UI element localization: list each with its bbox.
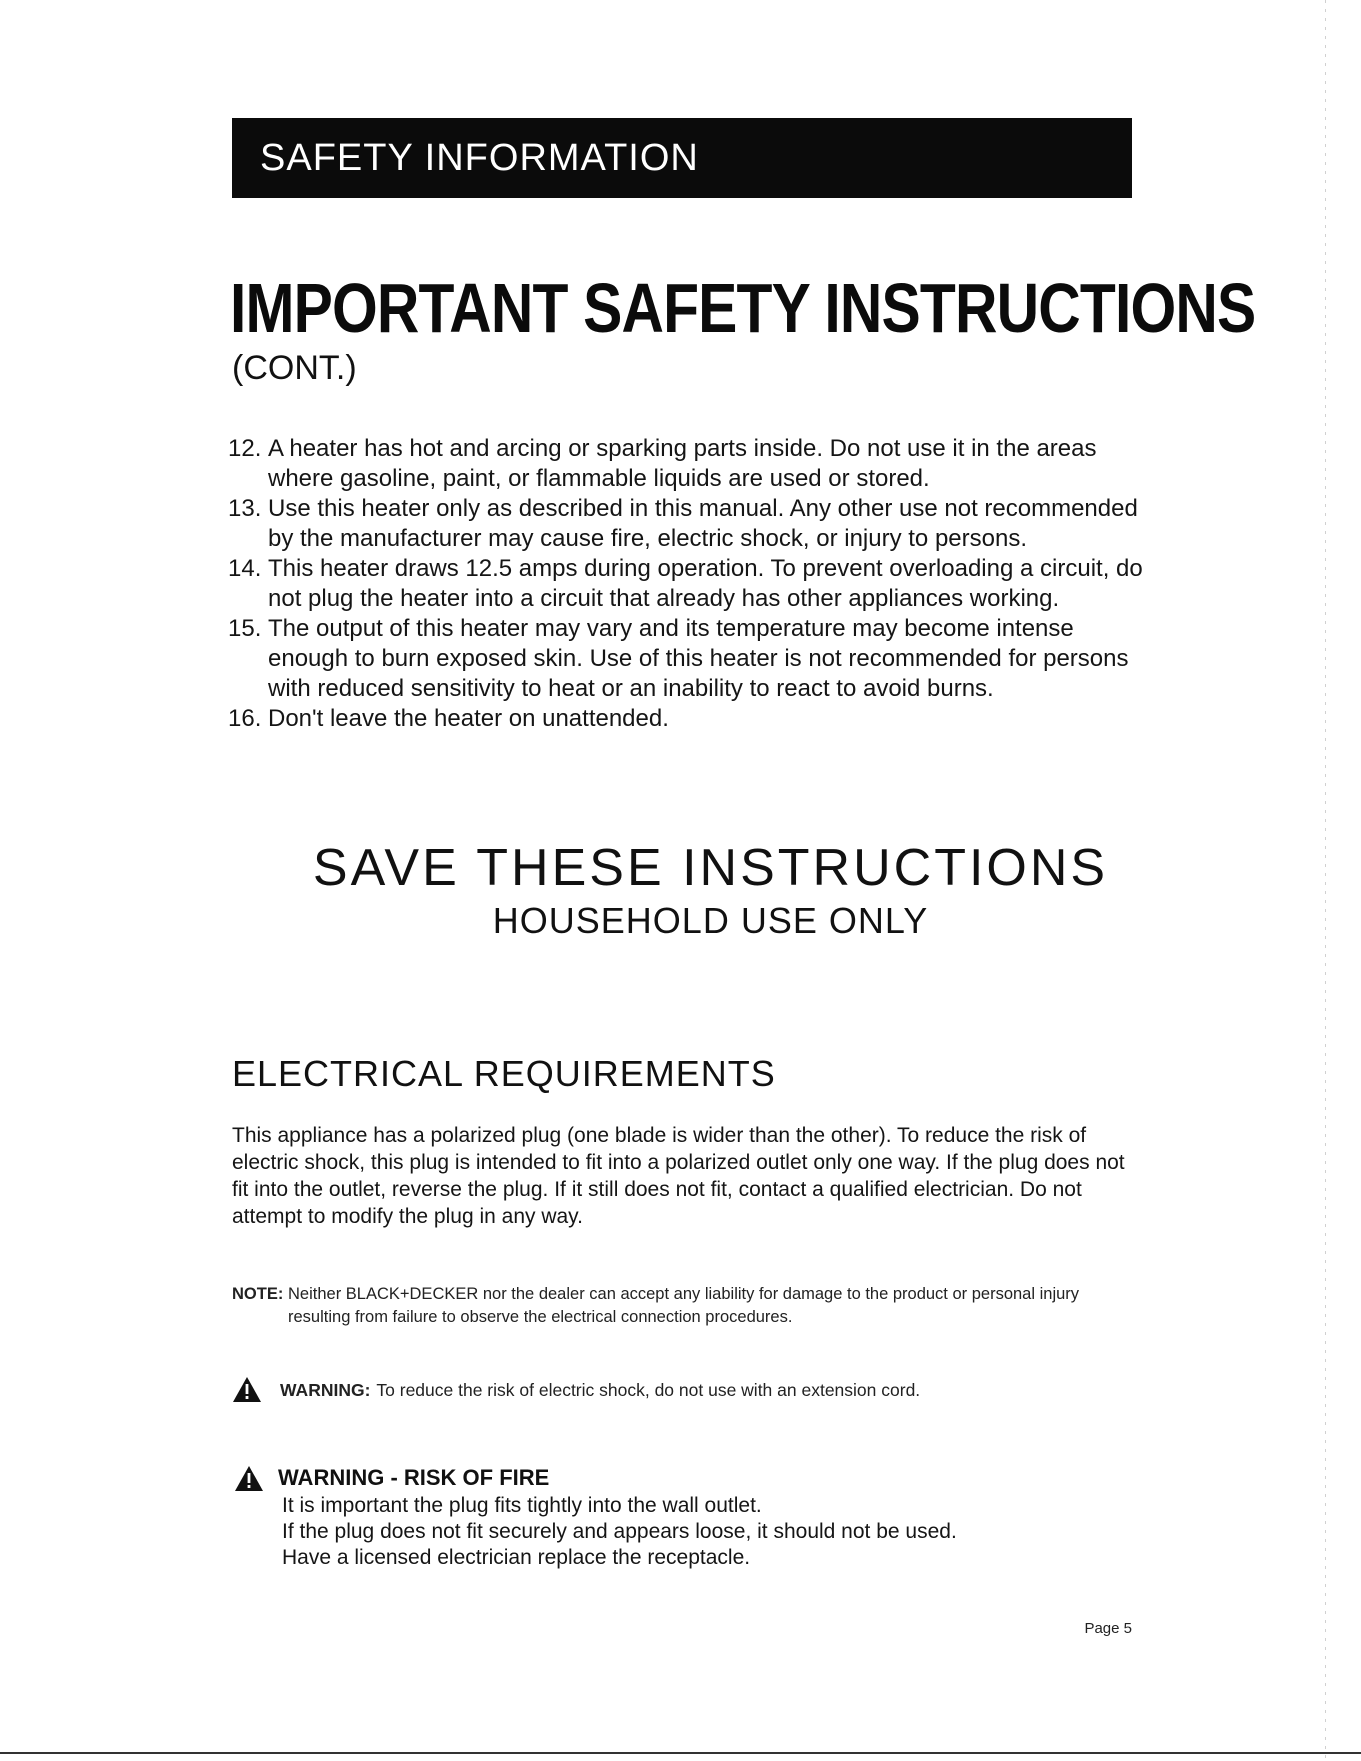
section-header-bar (232, 118, 1132, 198)
fire-warning-heading-row (234, 1464, 549, 1492)
warning-label: WARNING: (280, 1379, 371, 1400)
note-label: NOTE: (232, 1285, 284, 1303)
warning-triangle-icon (232, 1376, 262, 1403)
warning-triangle-icon (234, 1465, 264, 1492)
fire-warning-heading: WARNING - RISK OF FIRE (278, 1465, 550, 1490)
scan-bottom-line (0, 1752, 1361, 1754)
section-title: SAFETY INFORMATION (260, 136, 699, 179)
item-number: 13. (228, 495, 262, 522)
household-use-subtitle: HOUSEHOLD USE ONLY (492, 900, 929, 941)
scan-edge-line (1325, 0, 1326, 1761)
note-block (232, 1283, 1132, 1329)
page-number: Page 5 (1084, 1620, 1132, 1637)
page-subtitle: (CONT.) (232, 349, 357, 387)
list-item (228, 704, 1148, 734)
item-text: A heater has hot and arcing or sparking parts inside. Do not use it in the areas where gasoline, paint, or flammable liquids are used or stored. (268, 435, 1097, 492)
electrical-requirements-heading: ELECTRICAL REQUIREMENTS (232, 1053, 776, 1094)
extension-cord-warning (232, 1376, 1132, 1403)
fire-warning-line: If the plug does not fit securely and appears loose, it should not be used. (282, 1520, 957, 1543)
item-number: 15. (228, 615, 262, 642)
list-item (228, 614, 1148, 704)
instruction-list (228, 434, 1148, 734)
note-text: Neither BLACK+DECKER nor the dealer can accept any liability for damage to the product or personal injury resulting from failure to observe the electrical connection procedures. (288, 1285, 1080, 1326)
fire-warning-body (282, 1493, 1142, 1571)
item-number: 14. (228, 555, 262, 582)
item-text: The output of this heater may vary and its temperature may become intense enough to burn exposed skin. Use of this heater is not recommended for persons with reduced sensitivity to heat or an inability to react to avoid burns. (268, 615, 1129, 702)
item-text: Don't leave the heater on unattended. (268, 705, 669, 732)
list-item (228, 494, 1148, 554)
list-item (228, 554, 1148, 614)
save-instructions-title: SAVE THESE INSTRUCTIONS (312, 839, 1109, 897)
list-item (228, 434, 1148, 494)
warning-text: To reduce the risk of electric shock, do not use with an extension cord. (376, 1379, 921, 1400)
item-number: 12. (228, 435, 262, 462)
page-title: IMPORTANT SAFETY INSTRUCTIONS (230, 269, 1256, 347)
fire-warning-line: It is important the plug fits tightly into the wall outlet. (282, 1494, 762, 1517)
item-text: This heater draws 12.5 amps during operation. To prevent overloading a circuit, do not plug the heater into a circuit that already has other appliances working. (268, 555, 1143, 612)
fire-warning-line: Have a licensed electrician replace the receptacle. (282, 1546, 751, 1569)
item-number: 16. (228, 705, 262, 732)
electrical-requirements-body: This appliance has a polarized plug (one blade is wider than the other). To reduce the risk of electric shock, this plug is intended to fit into a polarized outlet only one way. If the plug does not fit into the outlet, reverse the plug. If it still does not fit, contact a qualified electrician. Do not attempt to modify the plug in any way. (232, 1124, 1125, 1228)
item-text: Use this heater only as described in this manual. Any other use not recommended by the manufacturer may cause fire, electric shock, or injury to persons. (268, 495, 1138, 552)
